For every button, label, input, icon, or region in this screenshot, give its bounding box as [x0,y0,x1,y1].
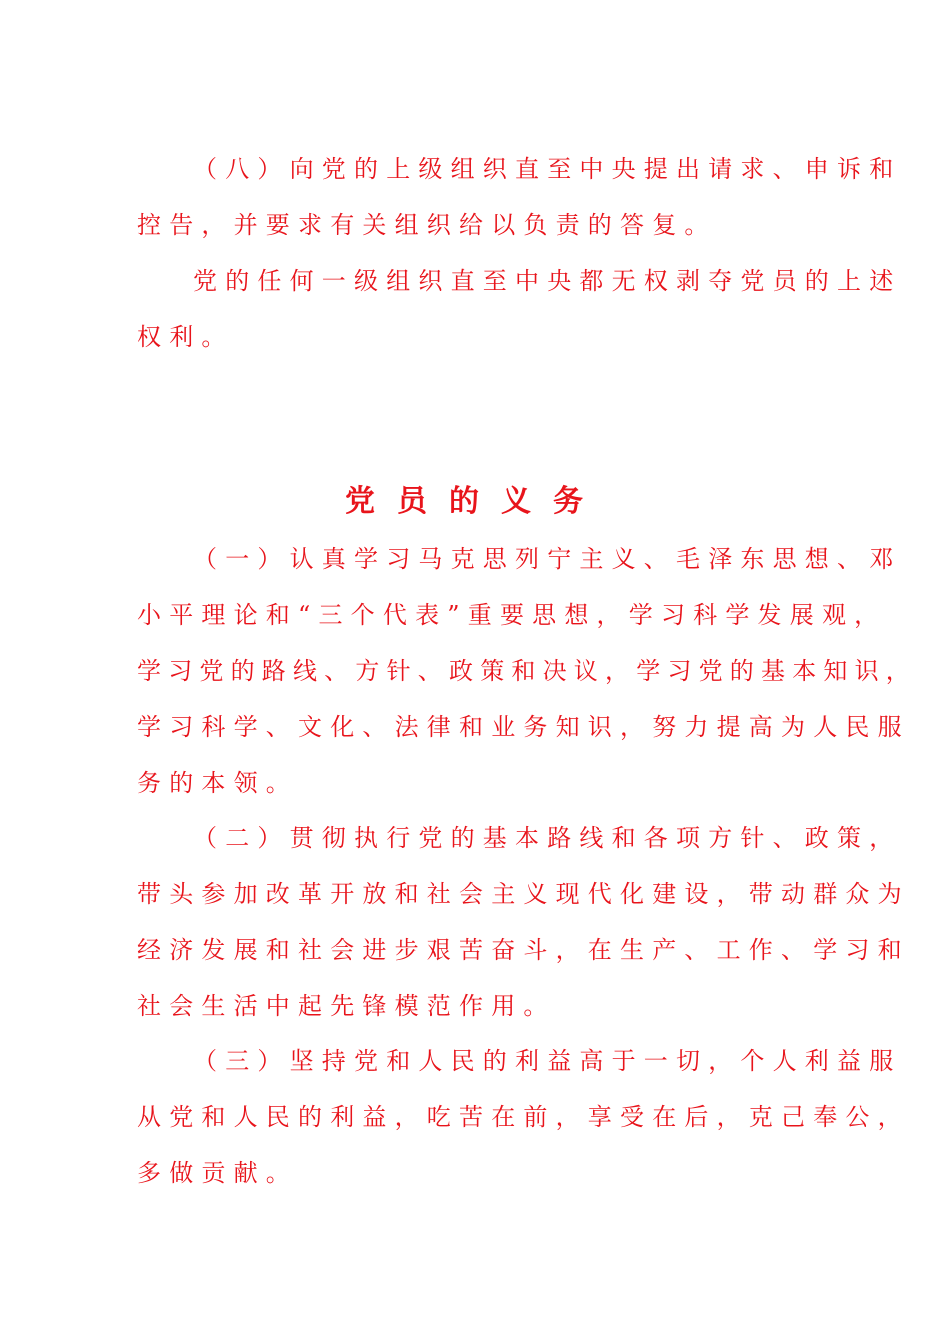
rights-item-8-line-1: （八）向党的上级组织直至中央提出请求、申诉和 [193,155,902,183]
duty-item-1-line-1: （一）认真学习马克思列宁主义、毛泽东思想、邓 [193,545,902,573]
duty-item-2-line-1: （二）贯彻执行党的基本路线和各项方针、政策， [193,824,902,852]
duty-item-1-line-4: 学习科学、文化、法律和业务知识，努力提高为人民服 [137,713,910,741]
duty-item-1-line-2: 小平理论和“三个代表”重要思想，学习科学发展观， [137,601,887,629]
rights-note-line-2: 权利。 [137,323,234,351]
duty-item-1-line-5: 务的本领。 [137,769,298,797]
rights-note-line-1: 党的任何一级组织直至中央都无权剥夺党员的上述 [193,267,902,295]
section-title-duties: 党员的义务 [345,484,605,519]
rights-item-8-line-2: 控告，并要求有关组织给以负责的答复。 [137,211,717,239]
duty-item-3-line-2: 从党和人民的利益，吃苦在前，享受在后，克己奉公， [137,1103,910,1131]
duty-item-2-line-3: 经济发展和社会进步艰苦奋斗，在生产、工作、学习和 [137,936,910,964]
duty-item-1-line-3: 学习党的路线、方针、政策和决议，学习党的基本知识， [137,657,917,685]
duty-item-3-line-3: 多做贡献。 [137,1159,298,1187]
duty-item-2-line-4: 社会生活中起先锋模范作用。 [137,992,556,1020]
duty-item-3-line-1: （三）坚持党和人民的利益高于一切，个人利益服 [193,1047,902,1075]
duty-item-2-line-2: 带头参加改革开放和社会主义现代化建设，带动群众为 [137,880,910,908]
